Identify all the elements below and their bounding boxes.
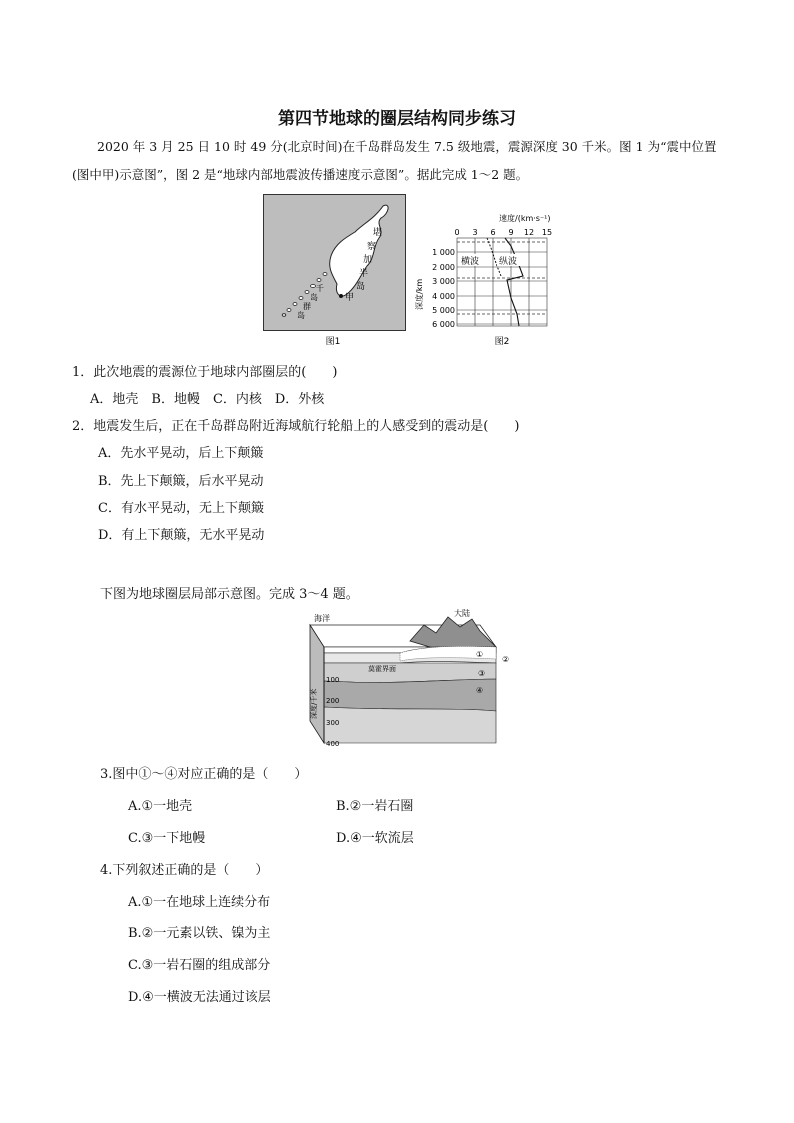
fig3-depth-400: 400 <box>326 740 340 748</box>
question-2-option-d: D．有上下颠簸，无水平晃动 <box>98 528 265 543</box>
fig3-depth-100: 100 <box>326 676 340 684</box>
fig3-layer-3: ③ <box>478 669 486 678</box>
fig2-x-tick-1: 3 <box>472 228 478 237</box>
fig3-ocean-label: 海洋 <box>314 614 330 623</box>
fig1-label-dao3: 岛 <box>297 311 305 320</box>
fig1-label-qian: 千 <box>316 284 324 293</box>
figure3-diagram <box>300 607 522 753</box>
figure1-caption: 图1 <box>325 337 341 346</box>
fig1-label-cha: 察 <box>367 242 377 252</box>
fig2-x-tick-3: 9 <box>508 228 514 237</box>
fig1-label-dao2: 岛 <box>310 293 318 302</box>
question-4: 4.下列叙述正确的是（ ） <box>100 863 269 878</box>
question-4-option-b: B.②一元素以铁、镍为主 <box>128 926 271 941</box>
fig2-y-tick-2: 3 000 <box>432 277 455 286</box>
fig2-y-tick-1: 2 000 <box>432 263 455 272</box>
question-2-option-b: B．先上下颠簸，后水平晃动 <box>98 474 264 489</box>
epicenter-label: 甲 <box>345 293 355 303</box>
question-2-option-c: C．有水平晃动，无上下颠簸 <box>98 501 264 516</box>
question-2-option-a: A．先水平晃动，后上下颠簸 <box>98 446 264 461</box>
intro-2: 下图为地球圈层局部示意图。完成 3～4 题。 <box>100 587 359 602</box>
intro-paragraph: 2020 年 3 月 25 日 10 时 49 分(北京时间)在千岛群岛发生 7.5 级地震，震源深度 30 千米。图 1 为“震中位置(图中甲)示意图”，图 2 是“地球内部地震波传播速度示意图”。据此完成 1～2 题。 <box>72 139 717 182</box>
figure2-chart <box>415 210 565 346</box>
question-4-option-a: A.①一在地球上连续分布 <box>128 895 271 910</box>
fig2-x-axis-title: 速度/(km·s⁻¹) <box>499 214 551 223</box>
fig2-y-tick-5: 6 000 <box>432 320 455 329</box>
p-wave-curve <box>505 238 523 326</box>
fig3-depth-title: 深度/千米 <box>310 688 318 719</box>
question-1: 1．此次地震的震源位于地球内部圈层的( ) <box>72 365 338 380</box>
question-3-option-d: D.④一软流层 <box>336 831 414 846</box>
question-4-option-c: C.③一岩石圈的组成部分 <box>128 958 271 973</box>
question-2: 2．地震发生后，正在千岛群岛附近海域航行轮船上的人感受到的震动是( ) <box>72 419 520 434</box>
fig2-y-tick-3: 4 000 <box>432 292 455 301</box>
fig3-layer-1: ① <box>476 650 484 659</box>
fig1-label-kan: 堪 <box>373 228 383 238</box>
figure2-caption: 图2 <box>494 337 510 346</box>
fig2-x-tick-2: 6 <box>490 228 496 237</box>
fig2-y-tick-0: 1 000 <box>432 248 455 257</box>
fig3-depth-200: 200 <box>326 697 340 705</box>
fig3-moho-label: 莫霍界面 <box>368 665 396 673</box>
fig3-continent-label: 大陆 <box>454 609 470 618</box>
fig2-y-tick-4: 5 000 <box>432 306 455 315</box>
fig3-layer-4: ④ <box>476 686 484 695</box>
fig1-label-ban: 半 <box>359 269 369 279</box>
fig3-layer-2: ② <box>502 655 510 664</box>
question-3-option-a: A.①一地壳 <box>128 799 193 814</box>
fig1-label-dao: 岛 <box>356 282 366 292</box>
fig1-label-jia: 加 <box>363 255 373 265</box>
fig2-x-tick-5: 15 <box>541 228 553 237</box>
fig2-x-tick-4: 12 <box>523 228 535 237</box>
fig3-depth-300: 300 <box>326 719 340 727</box>
figure1-map <box>263 194 413 346</box>
fig2-x-tick-0: 0 <box>454 228 460 237</box>
question-4-option-d: D.④一横波无法通过该层 <box>128 990 271 1005</box>
p-wave-label: 纵波 <box>499 257 518 267</box>
question-1-options: A．地壳 B．地幔 C．内核 D．外核 <box>90 392 325 407</box>
s-wave-label: 横波 <box>461 257 480 267</box>
question-3: 3.图中①～④对应正确的是（ ） <box>100 767 308 782</box>
question-3-option-c: C.③一下地幔 <box>128 831 206 846</box>
fig2-y-axis-title: 深度/km <box>415 278 424 310</box>
epicenter-point <box>339 294 343 298</box>
fig1-label-qun: 群 <box>303 302 311 311</box>
question-3-option-b: B.②一岩石圈 <box>336 799 414 814</box>
page-title: 第四节地球的圈层结构同步练习 <box>278 109 516 129</box>
